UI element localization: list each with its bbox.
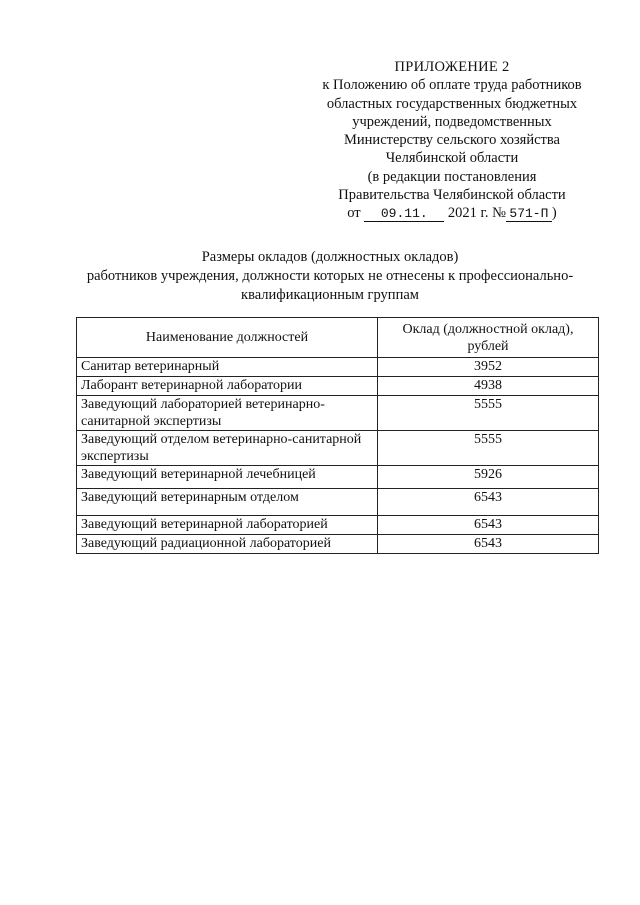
column-header-salary (378, 318, 599, 358)
salary-value: 5926 (378, 466, 599, 489)
table-row (77, 516, 599, 535)
closing-paren: ) (551, 205, 557, 222)
salary-value: 6543 (378, 535, 599, 554)
resolution-date: 09.11. (364, 207, 444, 222)
appendix-line: Челябинской области (385, 150, 519, 167)
position-name: Заведующий ветеринарной лабораторией (77, 516, 378, 535)
heading-line: квалификационным группам (241, 287, 419, 303)
salary-value: 6543 (378, 489, 599, 516)
column-header-position: Наименование должностей (77, 318, 378, 358)
table-row (77, 489, 599, 516)
salary-table (76, 317, 599, 554)
resolution-number: 571-П (506, 207, 552, 222)
position-name: Заведующий ветеринарным отделом (77, 489, 378, 516)
position-name: Заведующий радиационной лабораторией (77, 535, 378, 554)
heading-line: Размеры окладов (должностных окладов) (201, 249, 459, 265)
appendix-line: к Положению об оплате труда работников (322, 77, 582, 94)
position-name: Заведующий ветеринарной лечебницей (77, 466, 378, 489)
table-row (77, 535, 599, 554)
date-prefix: от (347, 205, 361, 222)
position-name: Санитар ветеринарный (77, 358, 378, 377)
column-header-salary-line: рублей (467, 338, 509, 354)
document-heading (60, 248, 600, 305)
year-text: 2021 г. № (447, 205, 506, 222)
heading-line: работников учреждения, должности которых не отнесены к профессионально- (86, 268, 574, 284)
table-row (77, 431, 599, 466)
table-row (77, 466, 599, 489)
position-name: Заведующий лабораторией ветеринарно-санитарной экспертизы (77, 396, 378, 431)
appendix-line: Правительства Челябинской области (338, 187, 566, 204)
column-header-salary-line: Оклад (должностной оклад), (402, 321, 574, 337)
position-name: Заведующий отделом ветеринарно-санитарной экспертизы (77, 431, 378, 466)
salary-value: 3952 (378, 358, 599, 377)
position-name: Лаборант ветеринарной лаборатории (77, 377, 378, 396)
salary-value: 4938 (378, 377, 599, 396)
appendix-line: Министерству сельского хозяйства (344, 132, 560, 149)
salary-value: 5555 (378, 396, 599, 431)
table-header-row (77, 318, 599, 358)
salary-value: 5555 (378, 431, 599, 466)
appendix-block (300, 58, 604, 223)
table-row (77, 377, 599, 396)
appendix-line: (в редакции постановления (367, 168, 537, 185)
salary-value: 6543 (378, 516, 599, 535)
appendix-title: ПРИЛОЖЕНИЕ 2 (394, 59, 510, 75)
resolution-reference (300, 204, 604, 222)
table-row (77, 396, 599, 431)
table-row (77, 358, 599, 377)
appendix-line: учреждений, подведомственных (352, 113, 552, 130)
appendix-line: областных государственных бюджетных (326, 95, 578, 112)
